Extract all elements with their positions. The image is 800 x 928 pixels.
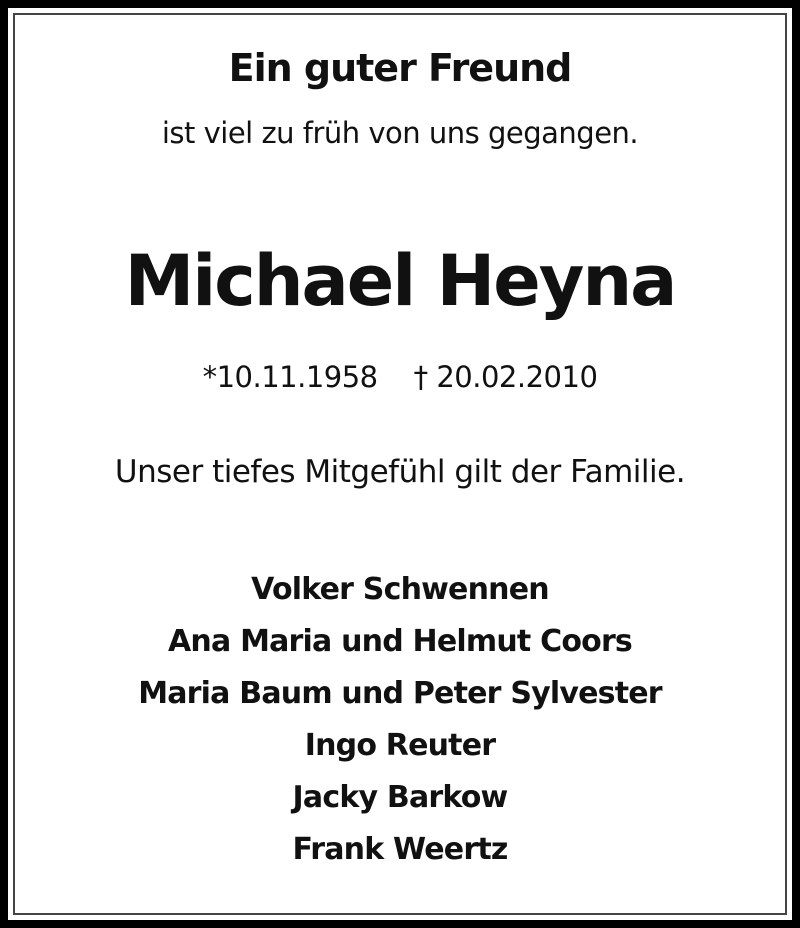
signatory: Volker Schwennen [251,572,549,607]
death-date: † 20.02.2010 [413,360,598,394]
deceased-name: Michael Heyna [124,240,676,322]
signatories-list [8,564,792,876]
signatory: Jacky Barkow [292,780,508,815]
birth-date: *10.11.1958 [202,360,378,394]
signatory: Ingo Reuter [304,728,496,763]
subheading: ist viel zu früh von uns gegangen. [161,116,639,150]
signatory: Frank Weertz [292,832,508,867]
heading: Ein guter Freund [228,46,572,90]
obituary-card [8,8,792,920]
life-dates [8,360,792,394]
signatory: Maria Baum und Peter Sylvester [138,676,662,711]
signatory: Ana Maria und Helmut Coors [168,624,632,659]
condolence-message: Unser tiefes Mitgefühl gilt der Familie. [114,454,686,490]
